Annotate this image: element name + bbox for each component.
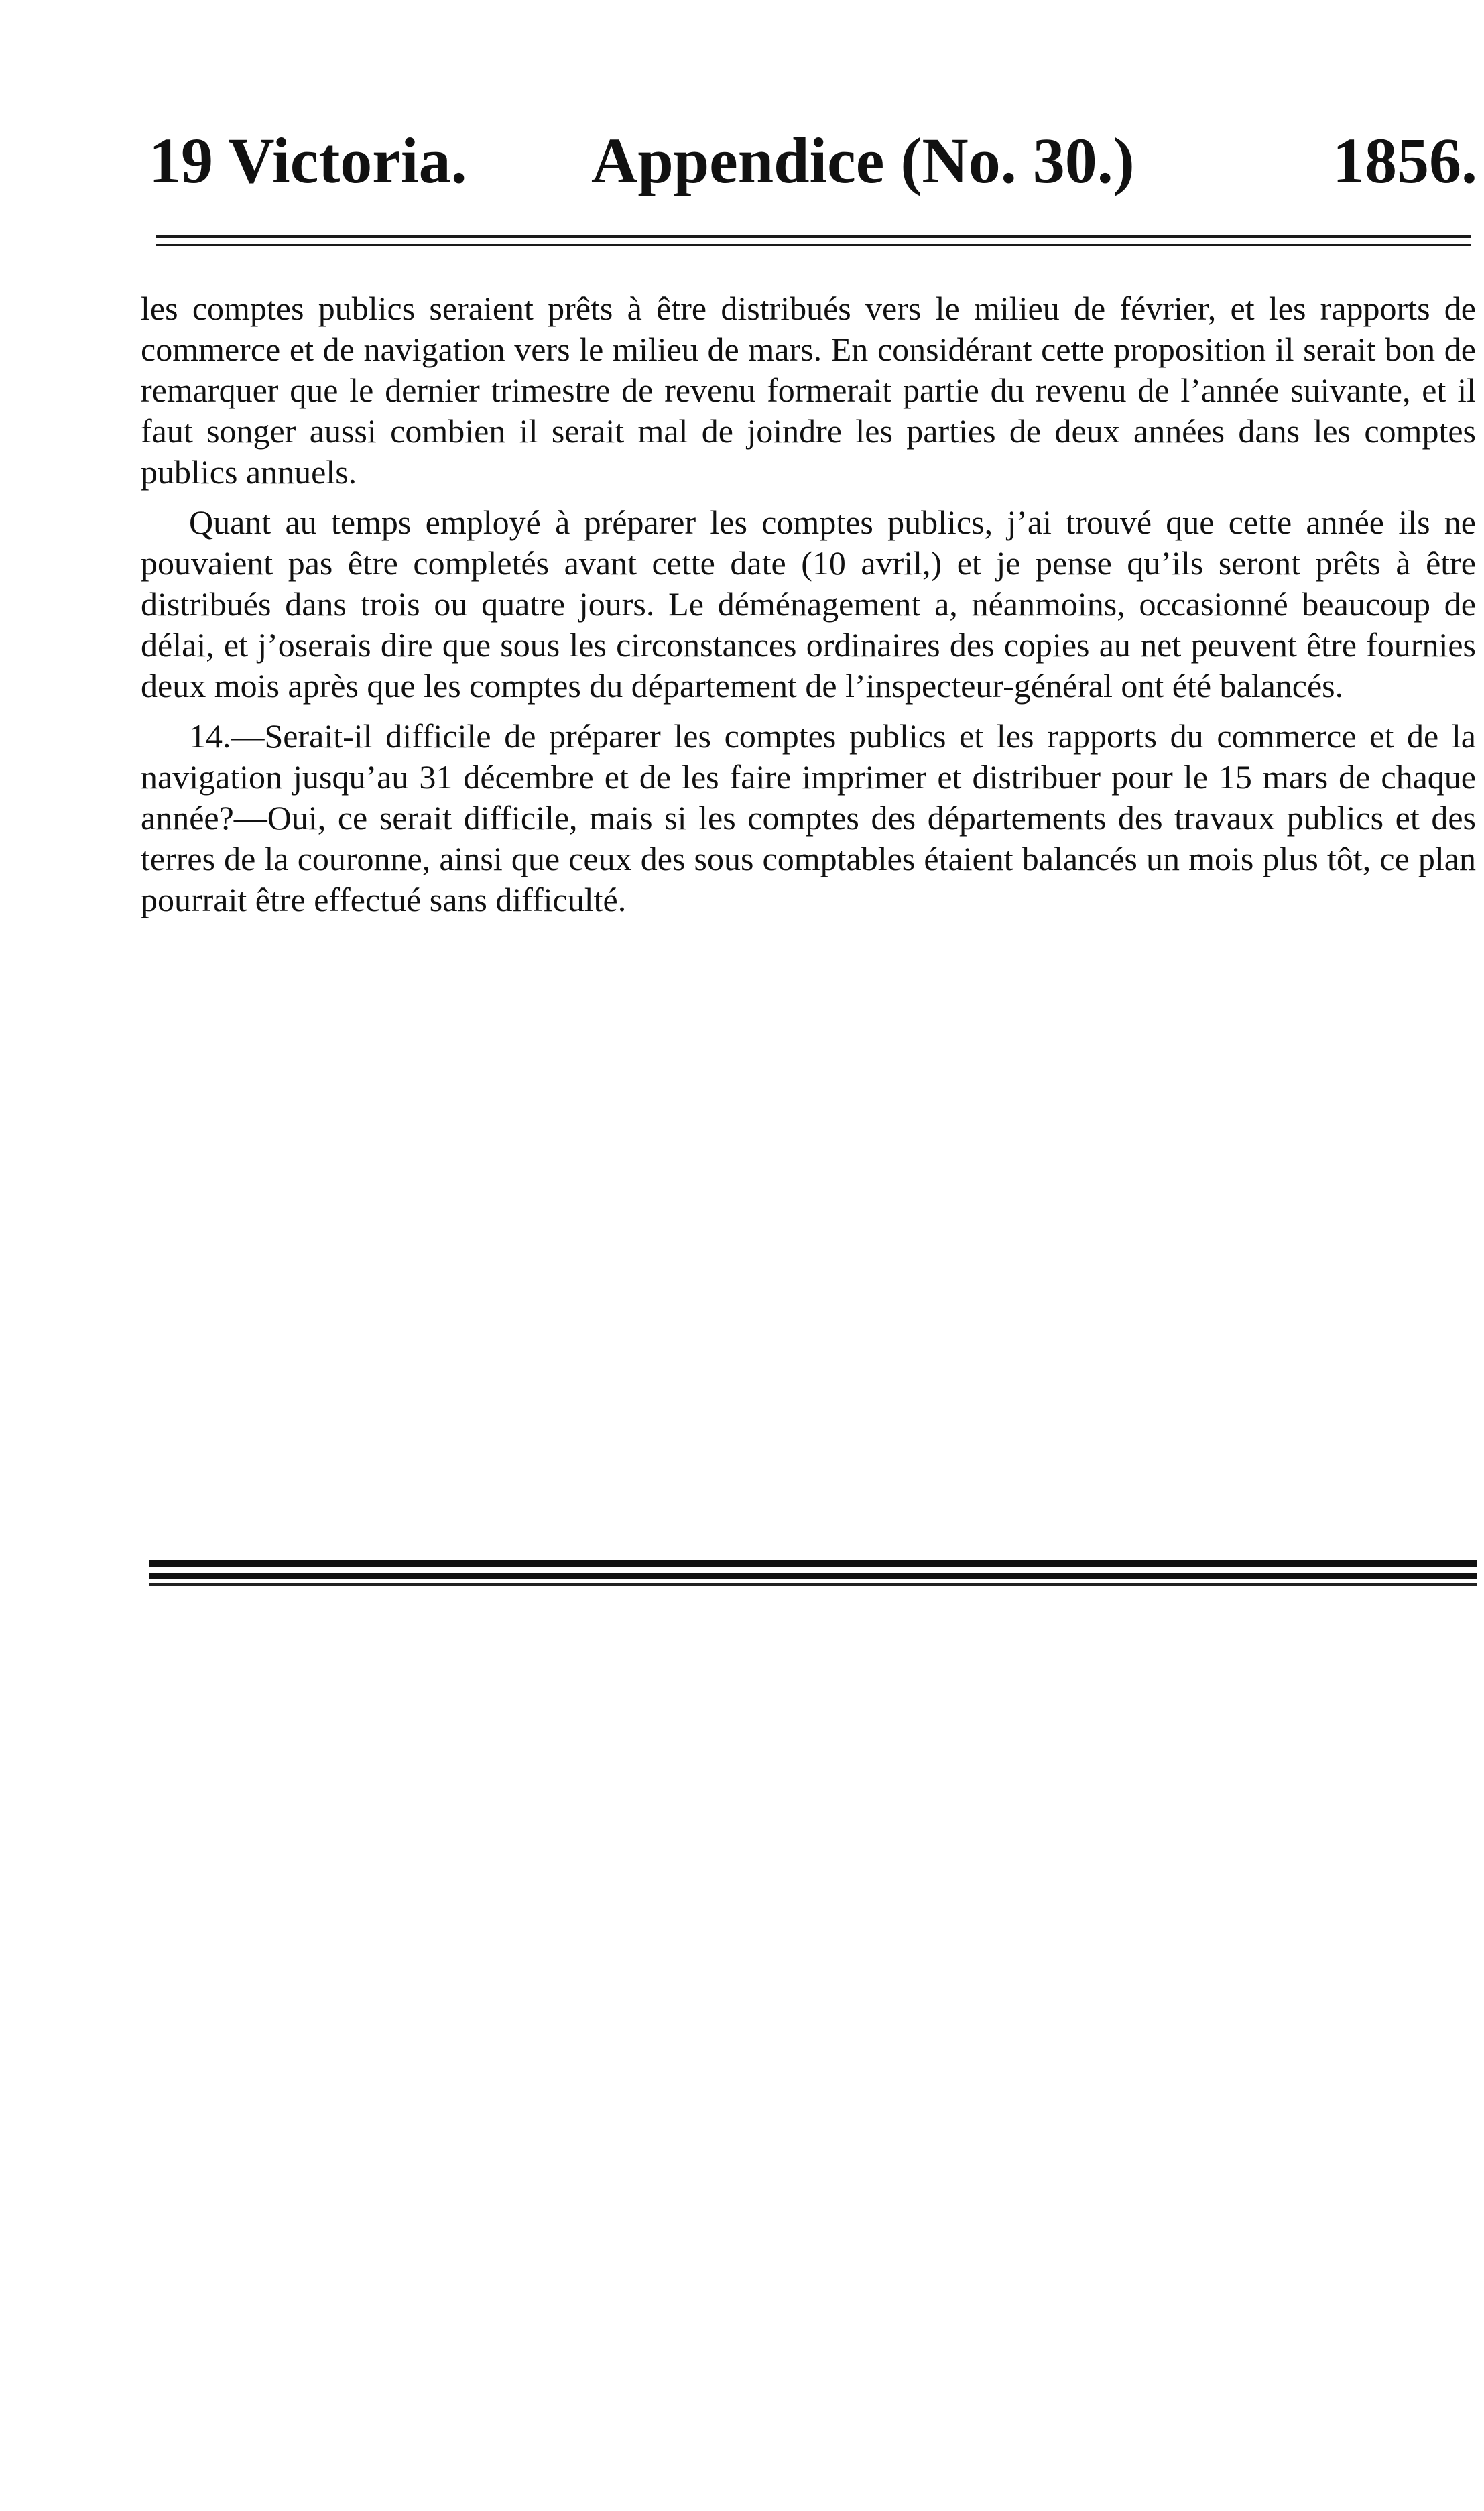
end-rule-1 [149, 1560, 1477, 1567]
header-session: 19 Victoria. [149, 125, 467, 196]
end-rule-2 [149, 1573, 1477, 1579]
header-appendix: Appendice (No. 30.) [591, 125, 1135, 196]
paragraph-continuation: les comptes publics seraient prêts à être distribués vers le milieu de février, et les rapports de commerce et de navigation vers le milieu de mars. En considérant cette proposition il serait bon de remarquer que le dernier trimestre de revenu formerait partie du revenu de l’année suivante, et il faut songer aussi combien il serait mal de joindre les parties de deux années dans les comptes publics annuels. [141, 290, 1476, 491]
end-rule-3 [149, 1583, 1477, 1586]
document-body [141, 288, 1476, 930]
paragraph-question-14: 14.—Serait-il difficile de préparer les comptes publics et les rapports du commerce et de la navigation jusqu’au 31 décembre et de les faire imprimer et distribuer pour le 15 mars de chaque année?—Oui, ce serait difficile, mais si les comptes des départements des travaux publics et des terres de la couronne, ainsi que ceux des sous comptables étaient balancés un mois plus tôt, ce plan pourrait être effectué sans difficulté. [141, 717, 1476, 918]
header-rule-thin [156, 244, 1471, 246]
page-header [149, 121, 1477, 201]
paragraph-accounts-timing: Quant au temps employé à préparer les comptes publics, j’ai trouvé que cette année ils ne pouvaient pas être completés avant cette date (10 avril,) et je pense qu’ils seront prêts à être distribués dans trois ou quatre jours. Le déménagement a, néanmoins, occasionné beaucoup de délai, et j’oserais dire que sous les circonstances ordinaires des copies au net peuvent être fournies deux mois après que les comptes du département de l’inspecteur-général ont été balancés. [141, 503, 1476, 705]
header-year: 1856. [1333, 125, 1477, 196]
header-rule-thick [156, 235, 1471, 238]
